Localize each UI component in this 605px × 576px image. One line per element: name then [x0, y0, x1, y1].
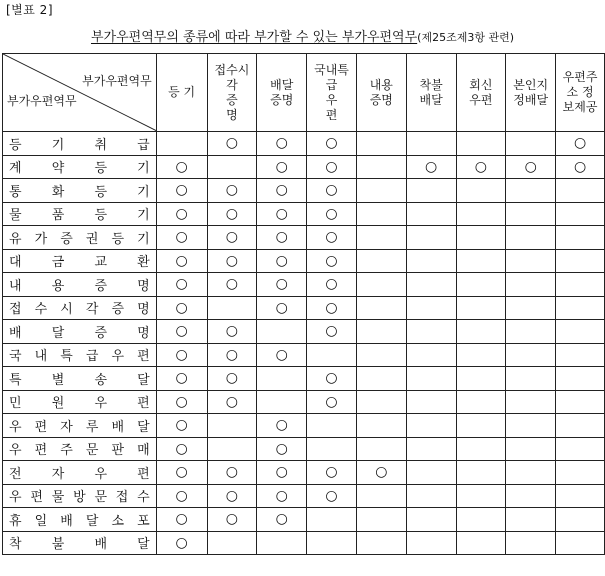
circle-mark: ○ — [325, 487, 338, 504]
table-row — [3, 508, 605, 532]
circle-mark: ○ — [175, 417, 188, 434]
circle-mark: ○ — [225, 205, 239, 222]
matrix-cell — [257, 484, 307, 508]
matrix-cell — [207, 461, 257, 485]
matrix-cell — [456, 367, 506, 391]
matrix-cell — [257, 437, 307, 461]
matrix-cell — [456, 484, 506, 508]
matrix-cell — [356, 484, 406, 508]
circle-mark: ○ — [225, 370, 239, 387]
matrix-cell — [307, 343, 357, 367]
circle-mark: ○ — [175, 464, 188, 481]
circle-mark: ○ — [175, 252, 188, 269]
row-label-text: 특 별 송 달 — [9, 372, 150, 388]
row-label-text: 물 품 등 기 — [9, 208, 150, 224]
table-row — [3, 461, 605, 485]
matrix-cell — [456, 320, 506, 344]
row-label-text: 휴 일 배 달 소 포 — [9, 513, 150, 529]
circle-mark: ○ — [573, 158, 587, 175]
matrix-cell — [356, 296, 406, 320]
matrix-cell — [456, 296, 506, 320]
matrix-cell — [356, 132, 406, 156]
matrix-cell — [156, 367, 207, 391]
matrix-cell — [406, 320, 456, 344]
matrix-cell — [406, 437, 456, 461]
circle-mark: ○ — [325, 182, 338, 199]
row-label — [3, 461, 157, 485]
row-label — [3, 273, 157, 297]
circle-mark: ○ — [175, 323, 188, 340]
column-header: 배달 증명 — [257, 54, 307, 132]
matrix-cell — [207, 249, 257, 273]
circle-mark: ○ — [325, 229, 338, 246]
header-row — [3, 54, 605, 132]
matrix-cell — [356, 461, 406, 485]
matrix-cell — [406, 367, 456, 391]
circle-mark: ○ — [275, 276, 288, 293]
row-label-text: 국 내 특 급 우 편 — [9, 349, 150, 365]
circle-mark: ○ — [325, 464, 338, 481]
row-label — [3, 296, 157, 320]
table-row — [3, 437, 605, 461]
matrix-cell — [156, 437, 207, 461]
matrix-cell — [156, 296, 207, 320]
matrix-cell — [207, 484, 257, 508]
table-row — [3, 531, 605, 555]
matrix-cell — [156, 390, 207, 414]
circle-mark: ○ — [325, 158, 338, 175]
matrix-cell — [406, 249, 456, 273]
matrix-cell — [257, 249, 307, 273]
matrix-cell — [406, 508, 456, 532]
matrix-cell — [556, 296, 605, 320]
row-label-text: 민 원 우 편 — [9, 396, 150, 412]
matrix-cell — [207, 343, 257, 367]
matrix-cell — [257, 155, 307, 179]
matrix-cell — [257, 390, 307, 414]
row-label — [3, 202, 157, 226]
matrix-cell — [356, 320, 406, 344]
matrix-cell — [406, 273, 456, 297]
circle-mark: ○ — [275, 346, 288, 363]
matrix-cell — [156, 202, 207, 226]
row-label — [3, 249, 157, 273]
column-header: 접수시 각 증 명 — [207, 54, 257, 132]
table-row — [3, 343, 605, 367]
matrix-cell — [506, 484, 556, 508]
matrix-cell — [406, 343, 456, 367]
matrix-cell — [506, 273, 556, 297]
circle-mark: ○ — [325, 370, 338, 387]
matrix-cell — [307, 320, 357, 344]
circle-mark: ○ — [524, 158, 537, 175]
matrix-cell — [556, 273, 605, 297]
table-row — [3, 367, 605, 391]
table-row — [3, 484, 605, 508]
matrix-cell — [156, 179, 207, 203]
matrix-cell — [556, 320, 605, 344]
matrix-cell — [406, 132, 456, 156]
matrix-cell — [456, 155, 506, 179]
matrix-cell — [307, 226, 357, 250]
matrix-cell — [356, 179, 406, 203]
matrix-cell — [406, 155, 456, 179]
matrix-cell — [156, 343, 207, 367]
matrix-cell — [207, 273, 257, 297]
matrix-cell — [506, 531, 556, 555]
matrix-cell — [406, 179, 456, 203]
corner-diagonal — [3, 54, 156, 131]
title-main: 부가우편역무의 종류에 따라 부가할 수 있는 부가우편역무 — [90, 30, 418, 45]
row-label — [3, 343, 157, 367]
matrix-cell — [356, 226, 406, 250]
matrix-cell — [356, 155, 406, 179]
circle-mark: ○ — [474, 158, 487, 175]
matrix-cell — [556, 249, 605, 273]
title-paren: (제25조제3항 관련) — [417, 31, 515, 44]
matrix-cell — [156, 320, 207, 344]
circle-mark: ○ — [573, 135, 587, 152]
matrix-cell — [257, 343, 307, 367]
matrix-cell — [307, 461, 357, 485]
matrix-cell — [556, 437, 605, 461]
matrix-cell — [207, 414, 257, 438]
circle-mark: ○ — [175, 205, 188, 222]
circle-mark: ○ — [275, 135, 288, 152]
matrix-cell — [456, 461, 506, 485]
circle-mark: ○ — [225, 182, 239, 199]
row-label — [3, 179, 157, 203]
circle-mark: ○ — [325, 135, 338, 152]
matrix-cell — [556, 132, 605, 156]
matrix-cell — [307, 484, 357, 508]
circle-mark: ○ — [225, 464, 239, 481]
row-label — [3, 226, 157, 250]
matrix-cell — [207, 132, 257, 156]
matrix-cell — [307, 155, 357, 179]
table-row — [3, 320, 605, 344]
matrix-cell — [156, 484, 207, 508]
matrix-cell — [556, 461, 605, 485]
matrix-cell — [556, 484, 605, 508]
matrix-cell — [406, 531, 456, 555]
matrix-cell — [207, 437, 257, 461]
table-row — [3, 155, 605, 179]
matrix-cell — [307, 273, 357, 297]
matrix-cell — [307, 437, 357, 461]
matrix-cell — [506, 320, 556, 344]
matrix-cell — [307, 414, 357, 438]
row-label — [3, 484, 157, 508]
service-matrix-table — [2, 53, 605, 555]
matrix-cell — [356, 202, 406, 226]
matrix-cell — [307, 132, 357, 156]
corner-top-label: 부가우편역무 — [82, 74, 152, 88]
circle-mark: ○ — [375, 464, 388, 481]
circle-mark: ○ — [175, 158, 188, 175]
matrix-cell — [556, 390, 605, 414]
matrix-cell — [456, 531, 506, 555]
circle-mark: ○ — [175, 276, 188, 293]
circle-mark: ○ — [275, 182, 288, 199]
matrix-cell — [556, 155, 605, 179]
table-row — [3, 226, 605, 250]
row-label-text: 우 편 주 문 판 매 — [9, 443, 150, 459]
matrix-cell — [356, 508, 406, 532]
matrix-cell — [257, 273, 307, 297]
column-header: 등 기 — [156, 54, 207, 132]
matrix-cell — [556, 343, 605, 367]
matrix-cell — [207, 390, 257, 414]
circle-mark: ○ — [275, 464, 288, 481]
matrix-cell — [556, 202, 605, 226]
matrix-cell — [307, 531, 357, 555]
circle-mark: ○ — [325, 393, 338, 410]
circle-mark: ○ — [175, 393, 188, 410]
table-row — [3, 132, 605, 156]
row-label — [3, 508, 157, 532]
circle-mark: ○ — [325, 299, 338, 316]
row-label-text: 대 금 교 환 — [9, 255, 150, 271]
table-row — [3, 296, 605, 320]
column-header: 우편주 소 정 보제공 — [556, 54, 605, 132]
matrix-cell — [156, 508, 207, 532]
circle-mark: ○ — [175, 487, 188, 504]
matrix-cell — [506, 461, 556, 485]
circle-mark: ○ — [275, 252, 288, 269]
circle-mark: ○ — [175, 299, 188, 316]
matrix-cell — [156, 531, 207, 555]
matrix-cell — [207, 202, 257, 226]
matrix-cell — [406, 202, 456, 226]
matrix-cell — [156, 414, 207, 438]
circle-mark: ○ — [275, 158, 288, 175]
matrix-cell — [506, 390, 556, 414]
circle-mark: ○ — [175, 346, 188, 363]
column-header: 본인지 정배달 — [506, 54, 556, 132]
matrix-cell — [307, 202, 357, 226]
circle-mark: ○ — [175, 511, 188, 528]
circle-mark: ○ — [175, 370, 188, 387]
circle-mark: ○ — [175, 534, 188, 551]
circle-mark: ○ — [225, 135, 239, 152]
row-label-text: 내 용 증 명 — [9, 278, 150, 294]
matrix-cell — [506, 202, 556, 226]
column-header: 회신 우편 — [456, 54, 506, 132]
circle-mark: ○ — [275, 511, 288, 528]
circle-mark: ○ — [325, 323, 338, 340]
row-label-text: 우 편 자 루 배 달 — [9, 419, 150, 435]
circle-mark: ○ — [175, 182, 188, 199]
row-label — [3, 155, 157, 179]
table-title — [0, 26, 605, 45]
circle-mark: ○ — [225, 229, 239, 246]
circle-mark: ○ — [325, 252, 338, 269]
column-header: 국내특 급 우 편 — [307, 54, 357, 132]
matrix-cell — [156, 273, 207, 297]
circle-mark: ○ — [225, 487, 239, 504]
matrix-cell — [307, 390, 357, 414]
circle-mark: ○ — [325, 276, 338, 293]
doc-label: [별표 2] — [6, 3, 53, 17]
matrix-cell — [356, 343, 406, 367]
matrix-cell — [556, 414, 605, 438]
matrix-cell — [156, 226, 207, 250]
matrix-cell — [307, 508, 357, 532]
matrix-cell — [506, 132, 556, 156]
matrix-cell — [207, 508, 257, 532]
matrix-cell — [207, 320, 257, 344]
matrix-cell — [257, 132, 307, 156]
circle-mark: ○ — [275, 299, 288, 316]
matrix-cell — [257, 461, 307, 485]
row-label-text: 통 화 등 기 — [9, 184, 150, 200]
matrix-cell — [207, 226, 257, 250]
matrix-cell — [556, 179, 605, 203]
matrix-cell — [156, 132, 207, 156]
circle-mark: ○ — [275, 417, 288, 434]
matrix-cell — [207, 531, 257, 555]
matrix-cell — [156, 155, 207, 179]
matrix-cell — [307, 296, 357, 320]
circle-mark: ○ — [424, 158, 438, 175]
matrix-cell — [506, 437, 556, 461]
matrix-cell — [257, 320, 307, 344]
corner-bottom-label: 부가우편역무 — [7, 94, 77, 108]
circle-mark: ○ — [275, 487, 288, 504]
row-label-text: 착 불 배 달 — [9, 537, 150, 553]
table-row — [3, 179, 605, 203]
matrix-cell — [406, 296, 456, 320]
matrix-cell — [406, 484, 456, 508]
circle-mark: ○ — [275, 440, 288, 457]
matrix-cell — [356, 273, 406, 297]
circle-mark: ○ — [325, 205, 338, 222]
row-label — [3, 367, 157, 391]
matrix-cell — [556, 226, 605, 250]
matrix-cell — [307, 367, 357, 391]
row-label — [3, 320, 157, 344]
matrix-cell — [156, 249, 207, 273]
row-label-text: 유 가 증 권 등 기 — [9, 231, 150, 247]
matrix-cell — [406, 414, 456, 438]
matrix-cell — [257, 179, 307, 203]
circle-mark: ○ — [225, 346, 239, 363]
table-row — [3, 202, 605, 226]
row-label-text: 계 약 등 기 — [9, 161, 150, 177]
column-header: 착불 배달 — [406, 54, 456, 132]
table-row — [3, 414, 605, 438]
matrix-cell — [257, 296, 307, 320]
circle-mark: ○ — [225, 276, 239, 293]
table-row — [3, 273, 605, 297]
row-label-text: 접 수 시 각 증 명 — [9, 302, 150, 318]
matrix-cell — [456, 414, 506, 438]
circle-mark: ○ — [225, 511, 239, 528]
row-label-text: 배 달 증 명 — [9, 325, 150, 341]
table-row — [3, 249, 605, 273]
column-header: 내용 증명 — [356, 54, 406, 132]
matrix-cell — [456, 132, 506, 156]
matrix-cell — [456, 437, 506, 461]
matrix-cell — [556, 508, 605, 532]
row-label-text: 우 편 물 방 문 접 수 — [9, 490, 150, 506]
matrix-cell — [356, 249, 406, 273]
circle-mark: ○ — [225, 252, 239, 269]
matrix-cell — [257, 414, 307, 438]
matrix-cell — [257, 202, 307, 226]
row-label — [3, 132, 157, 156]
matrix-cell — [406, 390, 456, 414]
matrix-cell — [356, 531, 406, 555]
matrix-cell — [556, 531, 605, 555]
corner-cell — [3, 54, 157, 132]
row-label-text: 전 자 우 편 — [9, 466, 150, 482]
matrix-cell — [257, 508, 307, 532]
matrix-cell — [506, 249, 556, 273]
matrix-cell — [257, 367, 307, 391]
matrix-cell — [456, 226, 506, 250]
circle-mark: ○ — [225, 323, 239, 340]
table-row — [3, 390, 605, 414]
matrix-cell — [257, 226, 307, 250]
circle-mark: ○ — [175, 229, 188, 246]
matrix-cell — [207, 296, 257, 320]
matrix-cell — [506, 367, 556, 391]
matrix-cell — [456, 202, 506, 226]
matrix-cell — [506, 508, 556, 532]
matrix-cell — [456, 179, 506, 203]
matrix-cell — [456, 390, 506, 414]
matrix-cell — [257, 531, 307, 555]
matrix-cell — [356, 390, 406, 414]
row-label-text: 등 기 취 급 — [9, 137, 150, 153]
matrix-cell — [207, 367, 257, 391]
matrix-cell — [406, 226, 456, 250]
row-label — [3, 390, 157, 414]
matrix-cell — [506, 155, 556, 179]
matrix-cell — [506, 226, 556, 250]
matrix-cell — [506, 343, 556, 367]
matrix-cell — [506, 179, 556, 203]
matrix-cell — [456, 343, 506, 367]
matrix-cell — [156, 461, 207, 485]
matrix-cell — [506, 296, 556, 320]
matrix-cell — [307, 179, 357, 203]
matrix-cell — [356, 414, 406, 438]
circle-mark: ○ — [275, 229, 288, 246]
matrix-cell — [207, 155, 257, 179]
row-label — [3, 437, 157, 461]
row-label — [3, 414, 157, 438]
matrix-cell — [506, 414, 556, 438]
matrix-cell — [406, 461, 456, 485]
matrix-cell — [456, 508, 506, 532]
matrix-cell — [356, 437, 406, 461]
matrix-cell — [307, 249, 357, 273]
matrix-cell — [556, 367, 605, 391]
matrix-cell — [207, 179, 257, 203]
matrix-cell — [356, 367, 406, 391]
circle-mark: ○ — [275, 205, 288, 222]
matrix-cell — [456, 249, 506, 273]
row-label — [3, 531, 157, 555]
circle-mark: ○ — [225, 393, 239, 410]
matrix-cell — [456, 273, 506, 297]
circle-mark: ○ — [175, 440, 188, 457]
